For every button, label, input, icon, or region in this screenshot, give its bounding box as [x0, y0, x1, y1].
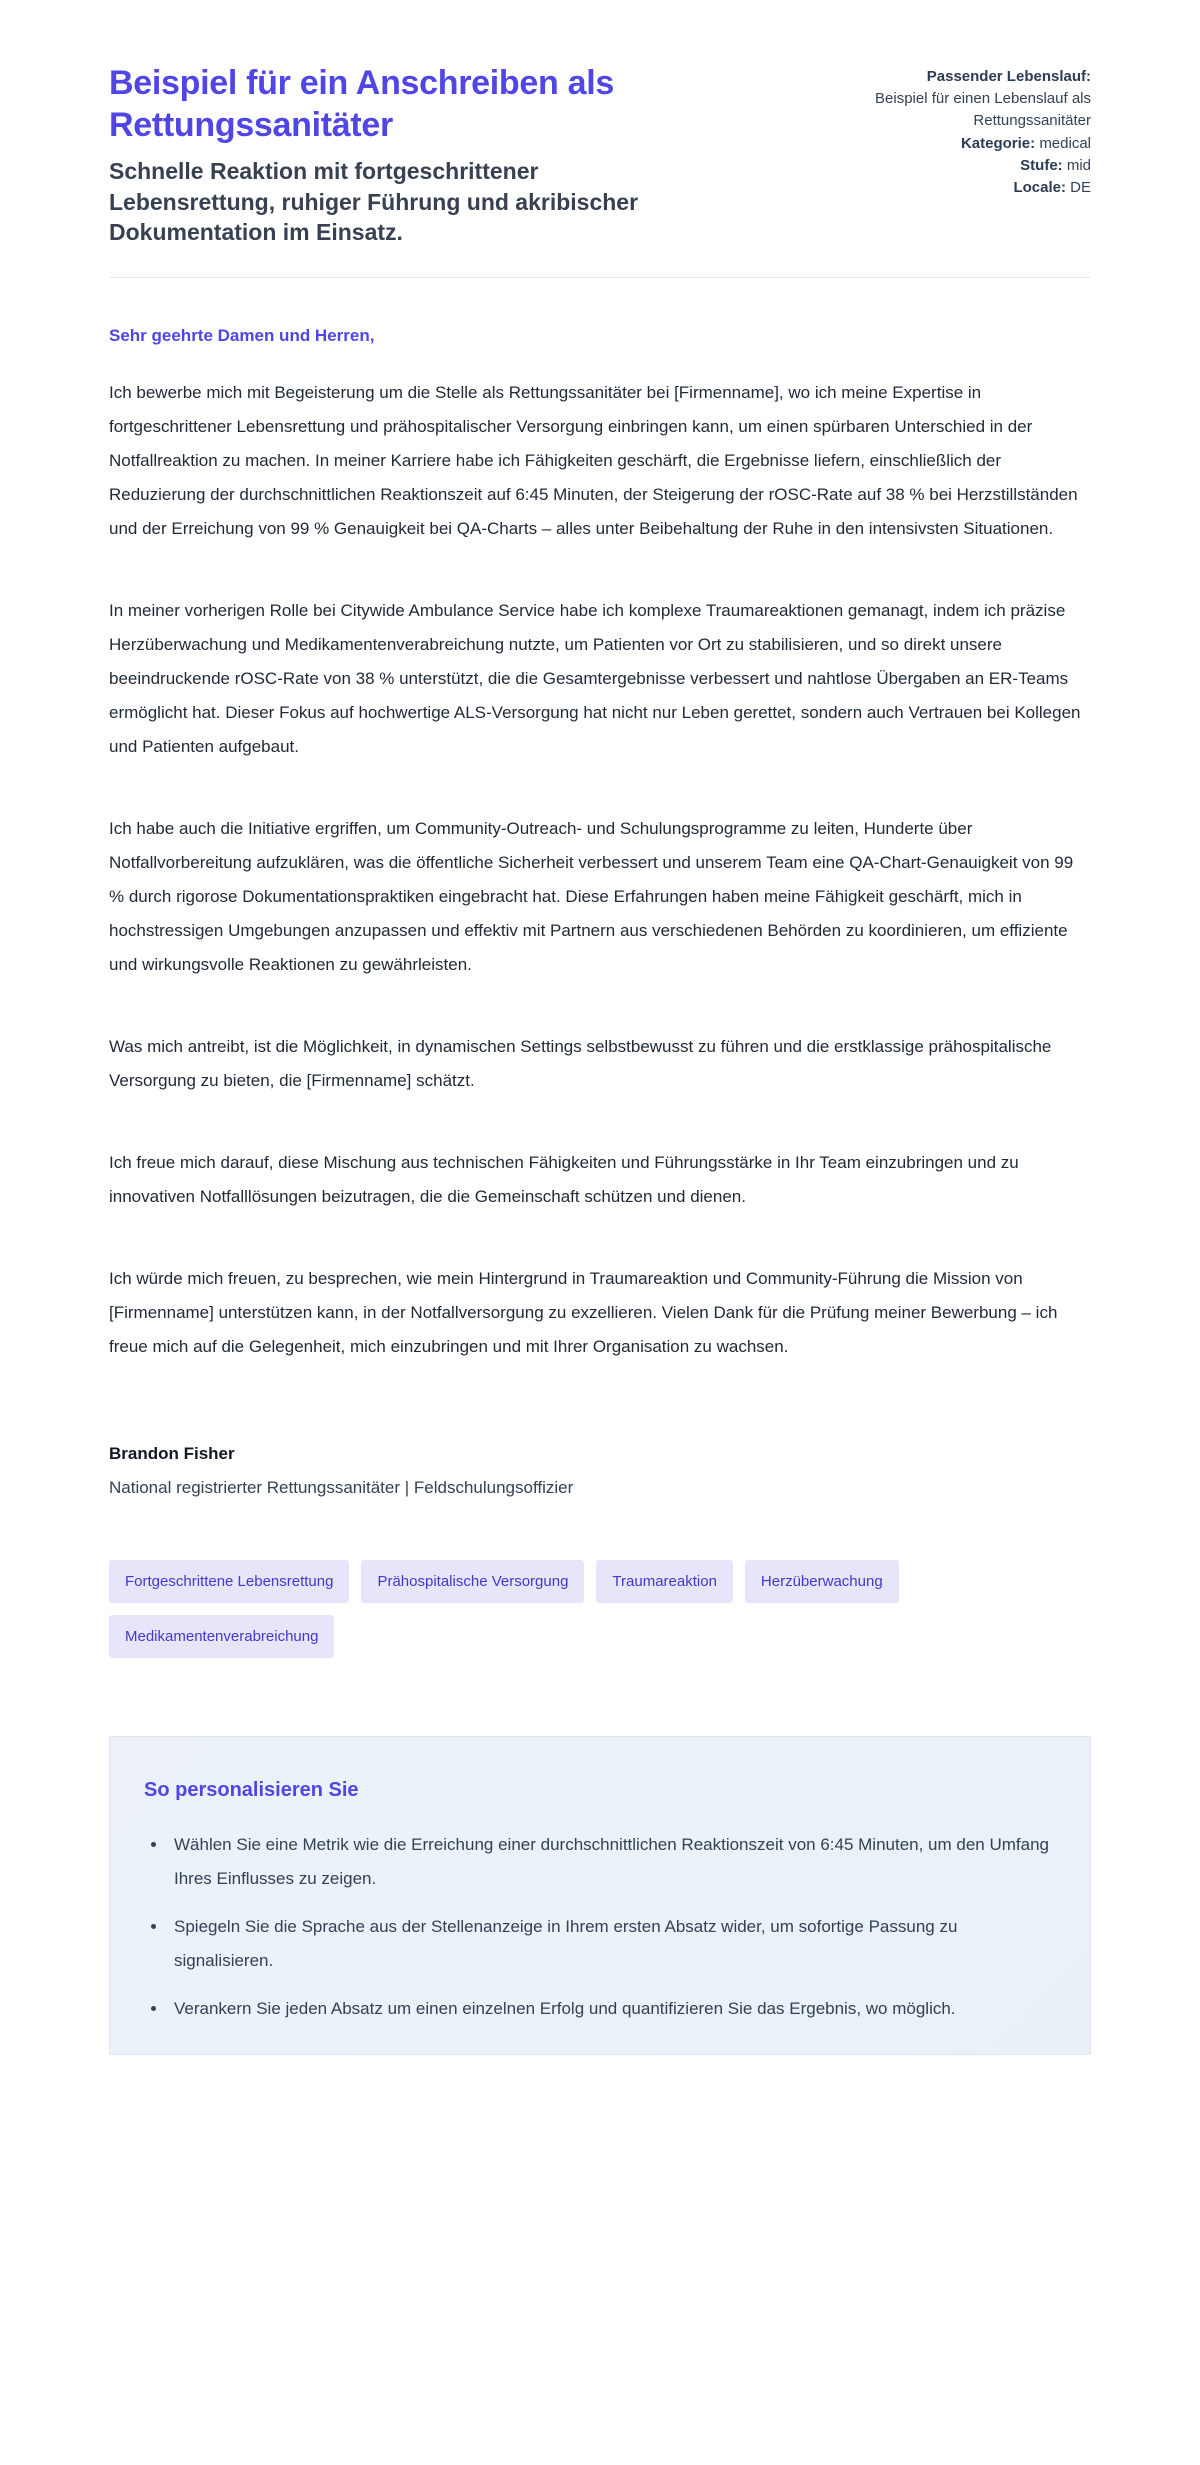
- tips-list: [144, 1828, 1056, 2026]
- cover-letter-page: [109, 0, 1091, 2130]
- meta-panel: [811, 62, 1091, 199]
- meta-level-label: Stufe:: [1020, 156, 1063, 174]
- signature-block: [109, 1444, 1091, 1498]
- signature-title: National registrierter Rettungssanitäter | Feldschulungsoffizier: [109, 1478, 574, 1498]
- skill-tag: Fortgeschrittene Lebensrettung: [109, 1560, 349, 1603]
- meta-locale-value: DE: [1070, 178, 1091, 196]
- meta-locale-label: Locale:: [1013, 178, 1066, 196]
- tip-item: • Verankern Sie jeden Absatz um einen einzelnen Erfolg und quantifizieren Sie das Ergebnis, wo möglich.: [168, 1992, 1056, 2026]
- meta-category-label: Kategorie:: [960, 134, 1036, 152]
- tips-title: So personalisieren Sie: [144, 1779, 359, 1802]
- skill-tag: Medikamentenverabreichung: [109, 1615, 334, 1658]
- page-subtitle: Schnelle Reaktion mit fortgeschrittener Lebensrettung, ruhiger Führung und akribischer Dokumentation im Einsatz.: [109, 158, 639, 246]
- header-title-block: [109, 62, 689, 247]
- meta-locale-row: [811, 177, 1091, 199]
- meta-level-row: [811, 155, 1091, 177]
- letter-paragraph: Ich freue mich darauf, diese Mischung aus technischen Fähigkeiten und Führungsstärke in Ihr Team einzubringen und zu innovativen Notfalllösungen beizutragen, die die Gemeinschaft schützen und dienen.: [109, 1153, 1019, 1207]
- letter-paragraph: In meiner vorherigen Rolle bei Citywide Ambulance Service habe ich komplexe Traumareaktionen gemanagt, indem ich präzise Herzüberwachung und Medikamentenverabreichung nutzte, um Patienten vor Ort zu stabilisieren, und so direkt unsere beeindruckende rOSC-Rate von 38 % unterstützt, die die Gesamtergebnisse verbessert und nahtlose Übergaben an ER-Teams ermöglicht hat. Dieser Fokus auf hochwertige ALS-Versorgung hat nicht nur Leben gerettet, sondern auch Vertrauen bei Kollegen und Patienten aufgebaut.: [109, 601, 1081, 757]
- letter-paragraph: Ich bewerbe mich mit Begeisterung um die Stelle als Rettungssanitäter bei [Firmenname], wo ich meine Expertise in fortgeschrittener Lebensrettung und prähospitalischer Versorgung einbringen kann, um einen spürbaren Unterschied in der Notfallreaktion zu machen. In meiner Karriere habe ich Fähigkeiten geschärft, die Ergebnisse liefern, einschließlich der Reduzierung der durchschnittlichen Reaktionszeit auf 6:45 Minuten, der Steigerung der rOSC-Rate auf 38 % bei Herzstillständen und der Erreichung von 99 % Genauigkeit bei QA-Charts – alles unter Beibehaltung der Ruhe in den intensivsten Situationen.: [109, 383, 1078, 539]
- skill-tags: [109, 1560, 1091, 1658]
- personalization-tips-box: [109, 1736, 1091, 2055]
- meta-resume-value: Beispiel für einen Lebenslauf als Rettungssanitäter: [875, 90, 1091, 130]
- letter-paragraph: Was mich antreibt, ist die Möglichkeit, in dynamischen Settings selbstbewusst zu führen und die erstklassige prähospitalische Versorgung zu bieten, die [Firmenname] schätzt.: [109, 1037, 1052, 1091]
- meta-resume-row: [811, 66, 1091, 133]
- letter-body: [109, 326, 1091, 1498]
- signature-name: Brandon Fisher: [109, 1444, 235, 1464]
- letter-paragraph: Ich würde mich freuen, zu besprechen, wie mein Hintergrund in Traumareaktion und Community-Führung die Mission von [Firmenname] unterstützen kann, in der Notfallversorgung zu exzellieren. Vielen Dank für die Prüfung meiner Bewerbung – ich freue mich auf die Gelegenheit, mich einzubringen und mit Ihrer Organisation zu wachsen.: [109, 1269, 1058, 1357]
- header: [109, 62, 1091, 278]
- meta-resume-label: Passender Lebenslauf:: [926, 68, 1091, 85]
- letter-paragraph: Ich habe auch die Initiative ergriffen, um Community-Outreach- und Schulungsprogramme zu leiten, Hunderte über Notfallvorbereitung aufzuklären, was die öffentliche Sicherheit verbessert und unserem Team eine QA-Chart-Genauigkeit von 99 % durch rigorose Dokumentationspraktiken eingebracht hat. Diese Erfahrungen haben meine Fähigkeit geschärft, mich in hochstressigen Umgebungen anzupassen und effektiv mit Partnern aus verschiedenen Behörden zu koordinieren, um effiziente und wirkungsvolle Reaktionen zu gewährleisten.: [109, 819, 1074, 975]
- skill-tag: Herzüberwachung: [745, 1560, 899, 1603]
- salutation: Sehr geehrte Damen und Herren,: [109, 326, 375, 346]
- page-title: Beispiel für ein Anschreiben als Rettungssanitäter: [109, 64, 614, 145]
- meta-level-value: mid: [1066, 156, 1091, 174]
- skill-tag: Traumareaktion: [596, 1560, 733, 1603]
- skill-tag: Prähospitalische Versorgung: [361, 1560, 584, 1603]
- tip-item: • Spiegeln Sie die Sprache aus der Stellenanzeige in Ihrem ersten Absatz wider, um sofortige Passung zu signalisieren.: [168, 1910, 1056, 1978]
- meta-category-row: [811, 133, 1091, 155]
- meta-category-value: medical: [1039, 134, 1091, 152]
- tip-item: • Wählen Sie eine Metrik wie die Erreichung einer durchschnittlichen Reaktionszeit von 6:45 Minuten, um den Umfang Ihres Einflusses zu zeigen.: [168, 1828, 1056, 1896]
